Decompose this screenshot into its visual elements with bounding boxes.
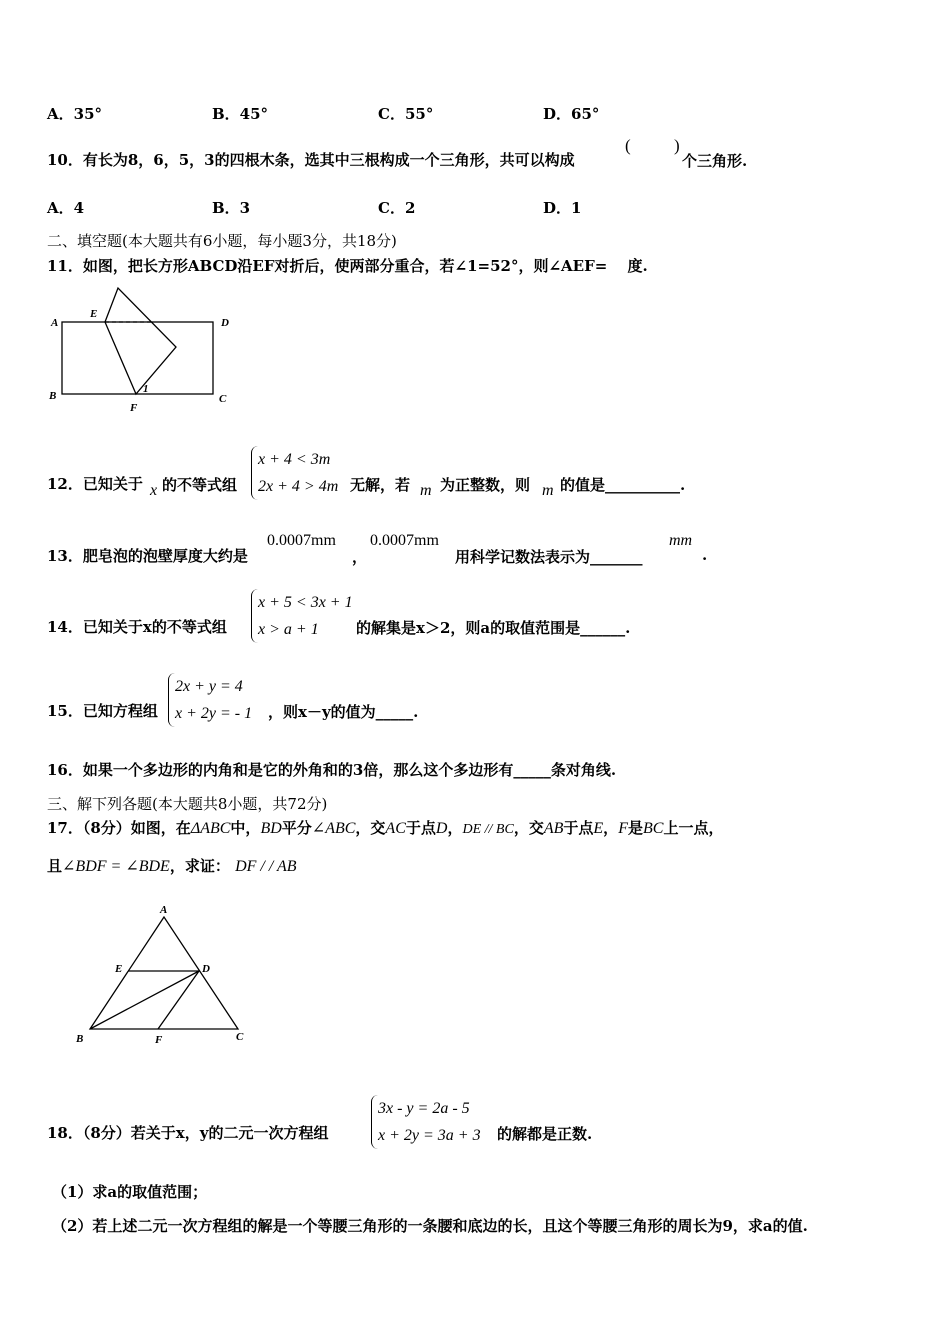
- q14-ineq-1: x + 5 < 3x + 1: [258, 594, 353, 611]
- q18-part-2: （2）若上述二元一次方程组的解是一个等腰三角形的一条腰和底边的长，且这个等腰三角形的周长为9，求a的值.: [52, 1217, 808, 1235]
- q17-label-f: F: [155, 1034, 163, 1046]
- q17-label-e: E: [115, 963, 123, 975]
- q17-proof-target: DF / / AB: [235, 858, 297, 875]
- q10-option-c[interactable]: C．2: [378, 199, 416, 217]
- q17-point-d: D: [435, 820, 448, 837]
- section-3-heading: 三、解下列各题(本大题共8小题，共72分): [47, 795, 328, 813]
- q10-paren-close: ): [674, 136, 680, 155]
- q17-triangle-abc: [90, 917, 238, 1029]
- q17-text-k: 上一点，: [663, 819, 724, 837]
- q17-line-df: [158, 971, 199, 1029]
- q12-var-m: m: [420, 482, 432, 499]
- q13-dot: .: [702, 546, 708, 564]
- q18-end: 的解都是正数.: [497, 1125, 593, 1143]
- q18-system: [371, 1095, 481, 1149]
- q11-rectangle: [62, 322, 213, 394]
- q17-figure: [70, 900, 260, 1050]
- q17-point-e: E: [593, 820, 604, 837]
- q15-end: ，则x－y的值为_____.: [268, 703, 419, 721]
- q17-ab: AB: [543, 820, 564, 837]
- q11-figure: [45, 285, 245, 415]
- q17-label-b: B: [76, 1033, 84, 1045]
- q14-ineq-2: x > a + 1: [258, 621, 319, 638]
- q10-option-d[interactable]: D．1: [543, 199, 582, 217]
- q17-text-h: 于点: [563, 819, 594, 837]
- q17-point-f: F: [618, 820, 628, 837]
- q13-mid: 用科学记数法表示为_______: [455, 548, 643, 566]
- q18-part-1: （1）求a的取值范围；: [52, 1183, 208, 1201]
- q17-triangle: ΔABC: [190, 820, 231, 837]
- q11-label-1: 1: [143, 383, 149, 395]
- q17-angle-abc: ∠ABC: [311, 820, 356, 837]
- q16-question: 16．如果一个多边形的内角和是它的外角和的3倍，那么这个多边形有_____条对角线.: [47, 761, 617, 779]
- q13-unit: mm: [669, 532, 693, 549]
- q17-text-c: 平分: [281, 819, 312, 837]
- q10-question: [47, 150, 575, 170]
- q9-option-c[interactable]: C．55°: [378, 105, 434, 123]
- q18-pre: 18．（8分）若关于x，y的二元一次方程组: [47, 1124, 329, 1142]
- q10-option-b[interactable]: B．3: [212, 199, 251, 217]
- q17-line-bd: [90, 971, 199, 1029]
- q14-question: [47, 617, 227, 637]
- q12-question: [47, 474, 143, 494]
- q11-folded-part: [105, 288, 176, 394]
- q18-question: [47, 1123, 328, 1143]
- q18-eq-2: x + 2y = 3a + 3: [378, 1127, 481, 1144]
- q11-label-a: A: [51, 317, 59, 329]
- q10-option-a[interactable]: A．4: [47, 199, 85, 217]
- q17-angle-equality: ∠BDF = ∠BDE: [62, 858, 170, 875]
- q12-ineq-2: 2x + 4 > 4m: [258, 478, 339, 495]
- q17-text-l2a: 且: [47, 857, 63, 875]
- q12-end: 的值是__________.: [560, 476, 686, 494]
- q17-text-f: ，: [447, 819, 463, 837]
- q13-value-1: 0.0007mm: [267, 532, 336, 549]
- q11-label-f: F: [130, 402, 138, 414]
- q17-text-j: 是: [627, 819, 643, 837]
- q11-label-b: B: [49, 390, 57, 402]
- q15-system: [168, 673, 252, 727]
- q17-text-a: 17．（8分）如图，在: [47, 819, 191, 837]
- q17-text-i: ，: [603, 819, 619, 837]
- q11-label-d: D: [221, 317, 229, 329]
- q13-question: [47, 546, 248, 566]
- q17-ac: AC: [385, 820, 406, 837]
- q9-option-d[interactable]: D．65°: [543, 105, 600, 123]
- q12-after: 无解，若: [350, 476, 411, 494]
- q17-text-l2b: ，求证：: [169, 857, 230, 875]
- q11-label-c: C: [219, 393, 227, 405]
- section-2-heading: 二、填空题(本大题共有6小题，每小题3分，共18分): [47, 232, 397, 250]
- q9-option-b[interactable]: B．45°: [212, 105, 269, 123]
- q17-de-parallel-bc: DE // BC: [462, 822, 514, 837]
- q14-end: 的解集是x＞2，则a的取值范围是______.: [356, 619, 631, 637]
- q13-pre: 13．肥皂泡的泡壁厚度大约是: [47, 547, 248, 565]
- q10-paren-open: (: [625, 136, 631, 155]
- q17-bd: BD: [260, 820, 282, 837]
- q15-pre: 15．已知方程组: [47, 702, 158, 720]
- q17-text-g: ，交: [513, 819, 544, 837]
- q17-text-d: ，交: [355, 819, 386, 837]
- q12-mid: 的不等式组: [162, 476, 238, 494]
- q10-text: 10．有长为8，6，5，3的四根木条，选其中三根构成一个三角形，共可以构成: [47, 151, 575, 169]
- q17-bc: BC: [642, 820, 664, 837]
- q15-eq-2: x + 2y = - 1: [175, 705, 253, 722]
- q17-text-e: 于点: [405, 819, 436, 837]
- q9-option-a[interactable]: A．35°: [47, 105, 103, 123]
- q11-question: 11．如图，把长方形ABCD沿EF对折后，使两部分重合，若∠1=52°，则∠AEF= 度.: [47, 257, 648, 275]
- q17-label-d: D: [202, 963, 210, 975]
- q12-var-m2: m: [542, 482, 554, 499]
- q15-question: [47, 701, 158, 721]
- q12-cond: 为正整数，则: [440, 476, 531, 494]
- q17-label-c: C: [236, 1031, 244, 1043]
- q17-line-1: [47, 818, 723, 840]
- q13-value-2: 0.0007mm: [370, 532, 439, 549]
- q12-system: [251, 446, 338, 500]
- q15-eq-1: 2x + y = 4: [175, 678, 243, 695]
- q18-eq-1: 3x - y = 2a - 5: [378, 1100, 470, 1117]
- q12-ineq-1: x + 4 < 3m: [258, 451, 331, 468]
- q12-var-x: x: [150, 482, 158, 499]
- q13-comma: ，: [352, 548, 368, 566]
- q12-pre: 12．已知关于: [47, 475, 143, 493]
- q14-system: [251, 589, 353, 643]
- q14-pre: 14．已知关于x的不等式组: [47, 618, 227, 636]
- q10-tail: 个三角形.: [682, 152, 748, 170]
- q17-label-a: A: [160, 904, 168, 916]
- q11-label-e: E: [90, 308, 98, 320]
- q17-line-2: [47, 856, 297, 877]
- q17-text-b: 中，: [230, 819, 261, 837]
